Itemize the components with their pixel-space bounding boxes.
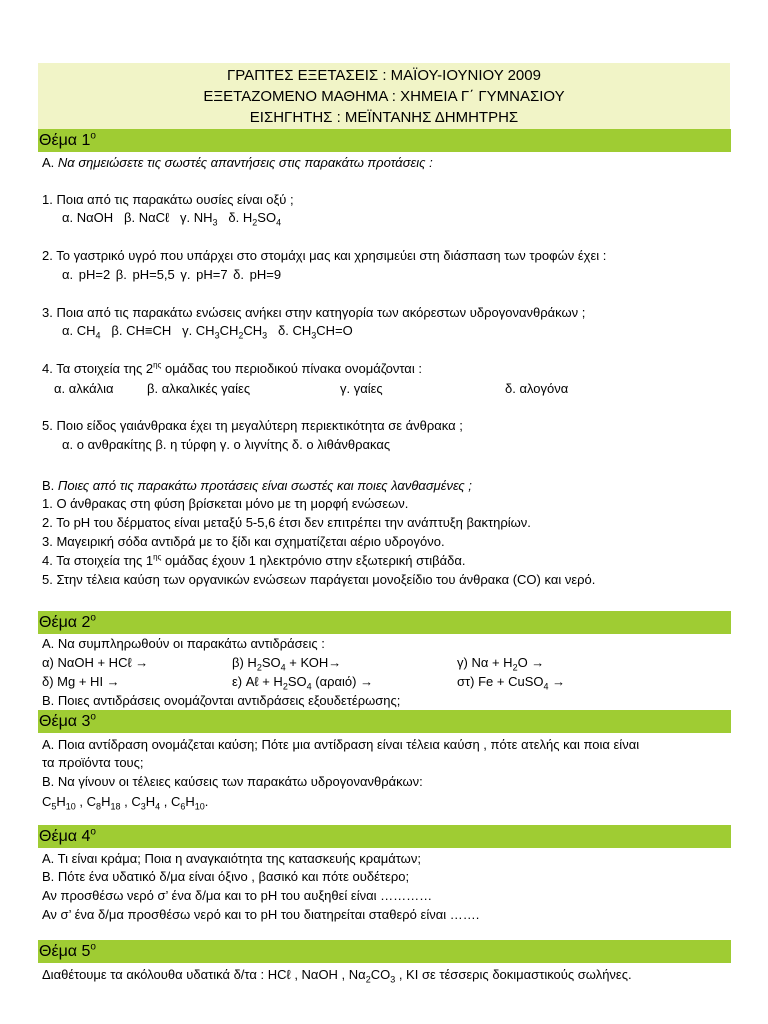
t4-d-question: Αν σ’ ένα δ/μα προσθέσω νερό και το pH του διατηρείται σταθερό είναι ……. (42, 907, 480, 922)
t4-c-question: Αν προσθέσω νερό σ’ ένα δ/μα και το pH του αυξηθεί είναι ………… (42, 888, 433, 903)
t2-a-instruction: Α. Να συμπληρωθούν οι παρακάτω αντιδράσεις : (42, 636, 325, 651)
t1-q4: 4. Τα στοιχεία της $2^{\eta\varsigma}$ ομάδας του περιοδικού πίνακα ονομάζονται : (42, 360, 422, 376)
t3-a-question-line-2: τα προϊόντα τους; (42, 755, 144, 770)
t1-b-statement-4: 4. Τα στοιχεία της $1^{\eta\varsigma}$ ομάδας έχουν 1 ηλεκτρόνιο στην εξωτερική στιβάδα. (42, 552, 466, 568)
t1-q5-options: α. ο ανθρακίτης β. η τύρφη γ. ο λιγνίτης δ. ο λιθάνθρακας (62, 437, 391, 452)
t2-reaction-e: ε) Aℓ + $H_2SO_4$ (αραιό) → (232, 674, 374, 692)
t1-b-statement-5: 5. Στην τέλεια καύση των οργανικών ενώσεων παράγεται μονοξείδιο του άνθρακα (CO) και νερό. (42, 572, 596, 587)
t1-q1: 1. Ποια από τις παρακάτω ουσίες είναι οξύ ; (42, 192, 294, 207)
header-line-1: ΓΡΑΠΤΕΣ ΕΞΕΤΑΣΕΙΣ : ΜΑΪΟΥ-ΙΟΥΝΙΟΥ 2009 (227, 67, 541, 84)
t1-a-instruction: Α. Να σημειώσετε τις σωστές απαντήσεις στις παρακάτω προτάσεις : (42, 155, 433, 170)
t4-a-question: Α. Τι είναι κράμα; Ποια η αναγκαιότητα της κατασκευής κραμάτων; (42, 851, 421, 866)
t1-b-statement-1: 1. Ο άνθρακας στη φύση βρίσκεται μόνο με τη μορφή ενώσεων. (42, 496, 409, 511)
t1-q4-option-c: γ. γαίες (340, 381, 383, 396)
theme-1-bar: Θέμα $1^o$ (38, 129, 731, 152)
t2-reaction-b: β) $H_2SO_4 + KOH\to$ (232, 655, 342, 673)
t2-reaction-f: στ) Fe + CuSO$_4$ → (457, 674, 566, 692)
t4-b-question: Β. Πότε ένα υδατικό δ/μα είναι όξινο , βασικό και πότε ουδέτερο; (42, 869, 410, 884)
t5-statement: Διαθέτουμε τα ακόλουθα υδατικά δ/τα : HCℓ , ΝαΟΗ , $N\alpha_2CO_3$ , KI σε τέσσερις δοκιμαστικούς σωλήνες. (42, 967, 632, 985)
t1-b-statement-2: 2. Το pH του δέρματος είναι μεταξύ 5-5,6 έτσι δεν επιτρέπει την ανάπτυξη βακτηρίων. (42, 515, 531, 530)
t1-b-instruction: Β. Ποιες από τις παρακάτω προτάσεις είναι σωστές και ποιες λανθασμένες ; (42, 478, 472, 493)
t1-q4-option-d: δ. αλογόνα (505, 381, 569, 396)
t1-q4-option-a: α. αλκάλια (54, 381, 114, 396)
t2-reaction-c: γ) $N\alpha + H_2O$ → (457, 655, 545, 673)
t1-b-statement-3: 3. Μαγειρική σόδα αντιδρά με το ξίδι και σχηματίζεται αέριο υδρογόνο. (42, 534, 445, 549)
t1-q1-options: α. ΝαΟΗ β. ΝαCℓ γ. $NH_3$ δ. $H_2SO_4$ (62, 210, 282, 228)
theme-2-bar: Θέμα $2^o$ (38, 611, 731, 634)
t1-q3: 3. Ποια από τις παρακάτω ενώσεις ανήκει στην κατηγορία των ακόρεστων υδρογονανθράκων ; (42, 305, 586, 320)
t2-b-question: Β. Ποιες αντιδράσεις ονομάζονται αντιδράσεις εξουδετέρωσης; (42, 693, 401, 708)
theme-3-bar: Θέμα $3^o$ (38, 710, 731, 733)
header-line-3: ΕΙΣΗΓΗΤΗΣ : ΜΕΪΝΤΑΝΗΣ ΔΗΜΗΤΡΗΣ (249, 109, 519, 126)
t2-reaction-d: δ) Mg + HI → (42, 674, 120, 689)
t1-q3-options: α. $CH_4$ β. CH≡CH γ. $CH_3CH_2CH_3$ δ. $CH_3CH=O$ (62, 323, 353, 341)
t3-a-question-line-1: Α. Ποια αντίδραση ονομάζεται καύση; Πότε μια αντίδραση είναι τέλεια καύση , πότε ατελής και ποια είναι (42, 737, 640, 752)
t3-hydrocarbon-formulas: $C_5H_{10}$ , $C_8H_{18}$ , $C_3H_4$ , $C_6H_{10}$. (42, 794, 209, 812)
t1-q5: 5. Ποιο είδος γαιάνθρακα έχει τη μεγαλύτερη περιεκτικότητα σε άνθρακα ; (42, 418, 463, 433)
theme-4-bar: Θέμα $4^o$ (38, 825, 731, 848)
t1-q2-options: α. pH=2 β. pH=5,5 γ. pH=7 δ. pH=9 (62, 267, 282, 282)
header-line-2: ΕΞΕΤΑΖΟΜΕΝΟ ΜΑΘΗΜΑ : ΧΗΜΕΙΑ Γ΄ ΓΥΜΝΑΣΙΟΥ (203, 88, 565, 105)
t2-reaction-a: α) ΝαΟΗ + ΗCℓ → (42, 655, 149, 670)
theme-5-bar: Θέμα $5^o$ (38, 940, 731, 963)
t1-q2: 2. Το γαστρικό υγρό που υπάρχει στο στομάχι μας και χρησιμεύει στη διάσπαση των τροφών έχει : (42, 248, 607, 263)
t1-q4-option-b: β. αλκαλικές γαίες (147, 381, 251, 396)
exam-header (38, 63, 730, 129)
t3-b-question: Β. Να γίνουν οι τέλειες καύσεις των παρακάτω υδρογονανθράκων: (42, 774, 423, 789)
